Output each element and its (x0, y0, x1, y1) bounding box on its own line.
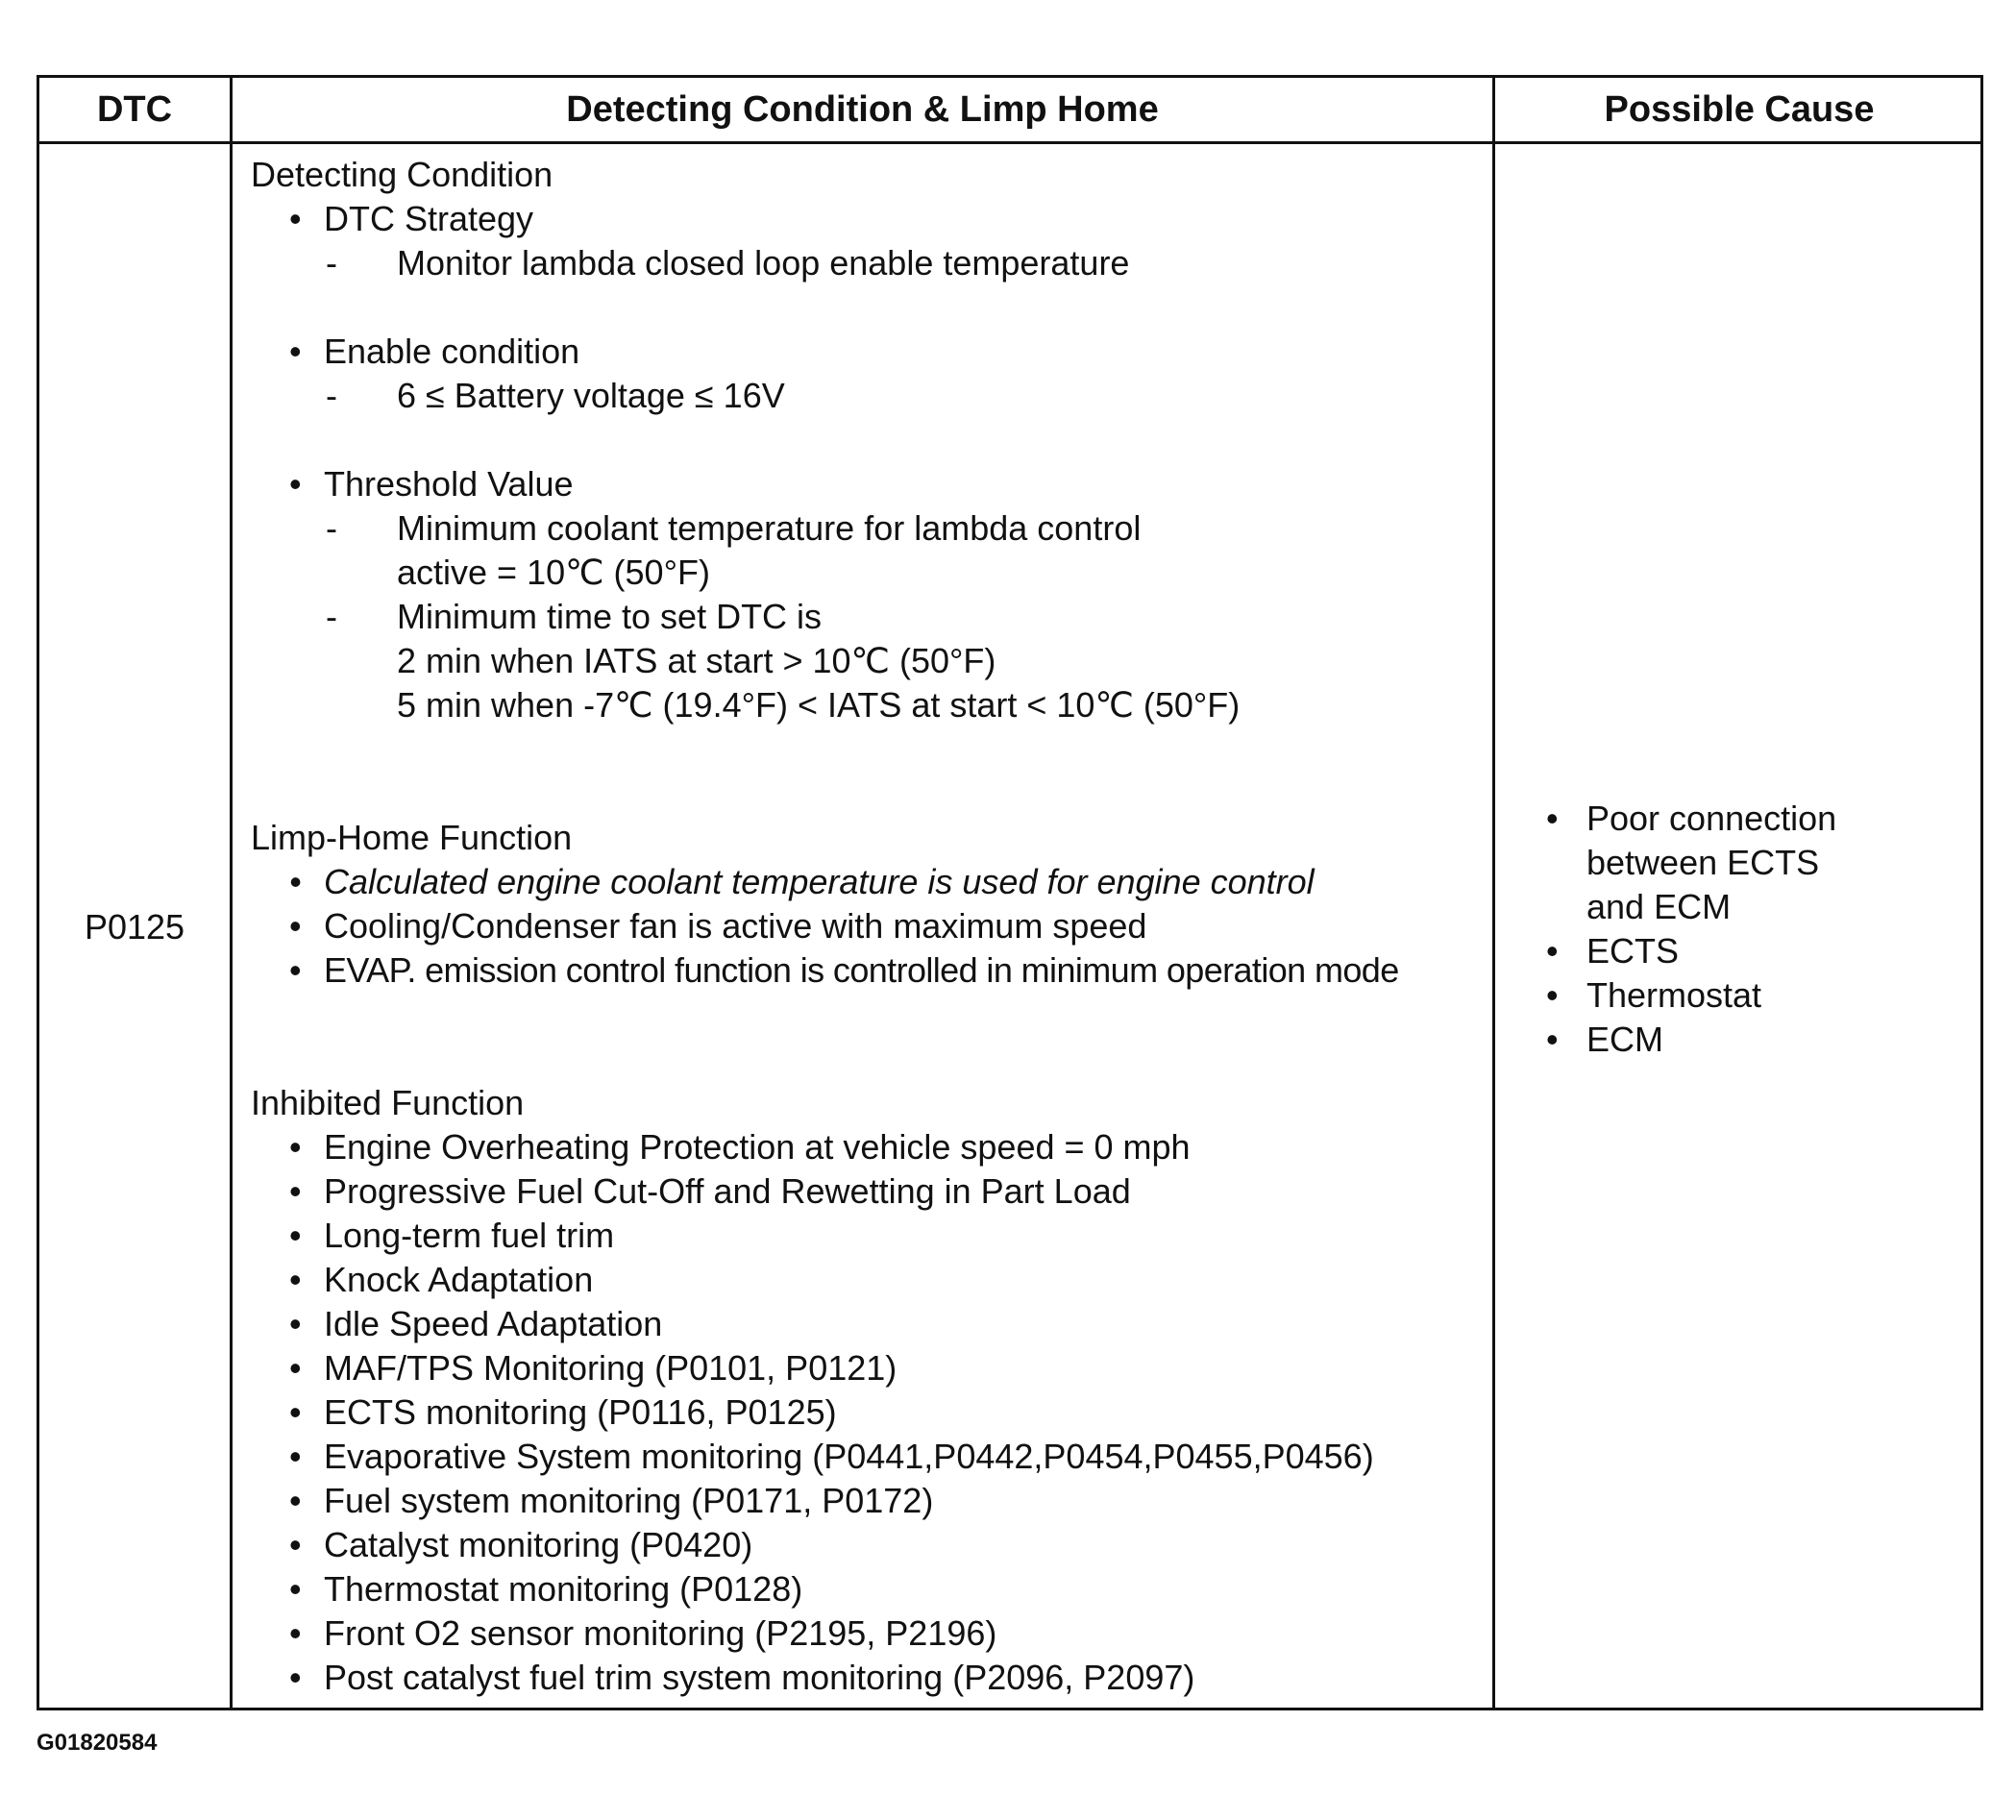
header-possible-cause: Possible Cause (1604, 88, 1875, 130)
enable-condition-item: - 6 ≤ Battery voltage ≤ 16V (251, 374, 1490, 418)
inhibited-item: • Progressive Fuel Cut-Off and Rewetting in Part Load (251, 1169, 1490, 1214)
possible-cause-cell (1538, 797, 1980, 1062)
dtc-strategy-label: • DTC Strategy (251, 197, 1490, 241)
inhibited-item: • MAF/TPS Monitoring (P0101, P0121) (251, 1346, 1490, 1390)
limp-home-item: • EVAP. emission control function is controlled in minimum operation mode (251, 948, 1490, 993)
possible-cause-item (1538, 797, 1980, 929)
inhibited-item: • Front O2 sensor monitoring (P2195, P2196) (251, 1611, 1490, 1656)
threshold-item-2-continued: 5 min when -7℃ (19.4°F) < IATS at start < 10℃ (50°F) (397, 685, 1241, 725)
threshold-item-1: - Minimum coolant temperature for lambda control (251, 506, 1490, 551)
threshold-item-1-continued: active = 10℃ (50°F) (397, 553, 710, 592)
inhibited-function-title: Inhibited Function (251, 1083, 525, 1122)
inhibited-item: • Evaporative System monitoring (P0441,P0442,P0454,P0455,P0456) (251, 1435, 1490, 1479)
column-divider (1492, 78, 1495, 1708)
dtc-table (37, 75, 1983, 1710)
inhibited-item: • Catalyst monitoring (P0420) (251, 1523, 1490, 1567)
limp-home-section (251, 816, 1490, 993)
inhibited-item: • Idle Speed Adaptation (251, 1302, 1490, 1346)
limp-home-title: Limp-Home Function (251, 818, 573, 857)
threshold-value-label: • Threshold Value (251, 462, 1490, 506)
header-detecting-condition: Detecting Condition & Limp Home (566, 88, 1159, 130)
dtc-strategy-item: - Monitor lambda closed loop enable temperature (251, 241, 1490, 285)
limp-home-item: • Calculated engine coolant temperature is used for engine control (251, 860, 1490, 904)
cause-line: between ECTS (1586, 843, 1820, 882)
header-divider (39, 141, 1980, 144)
detecting-condition-title: Detecting Condition (251, 155, 553, 194)
header-dtc: DTC (96, 88, 173, 130)
possible-cause-item: • ECTS (1538, 929, 1980, 973)
dtc-code: P0125 (84, 907, 185, 947)
detecting-condition-section (251, 153, 1490, 727)
cause-line: • Poor connection (1586, 799, 1837, 838)
enable-condition-label: • Enable condition (251, 330, 1490, 374)
threshold-item-2-continued: 2 min when IATS at start > 10℃ (50°F) (397, 641, 996, 680)
cause-line: and ECM (1586, 887, 1732, 926)
inhibited-item: • Knock Adaptation (251, 1258, 1490, 1302)
limp-home-item: • Cooling/Condenser fan is active with maximum speed (251, 904, 1490, 948)
inhibited-item: • Post catalyst fuel trim system monitoring (P2096, P2097) (251, 1656, 1490, 1700)
possible-cause-item: • Thermostat (1538, 973, 1980, 1018)
column-divider (230, 78, 233, 1708)
inhibited-function-section (251, 1081, 1490, 1700)
inhibited-item: • Thermostat monitoring (P0128) (251, 1567, 1490, 1611)
inhibited-item: • ECTS monitoring (P0116, P0125) (251, 1390, 1490, 1435)
inhibited-item: • Engine Overheating Protection at vehicle speed = 0 mph (251, 1125, 1490, 1169)
threshold-item-2: - Minimum time to set DTC is (251, 595, 1490, 639)
inhibited-item: • Long-term fuel trim (251, 1214, 1490, 1258)
possible-cause-item: • ECM (1538, 1018, 1980, 1062)
figure-id: G01820584 (37, 1730, 158, 1756)
inhibited-item: • Fuel system monitoring (P0171, P0172) (251, 1479, 1490, 1523)
